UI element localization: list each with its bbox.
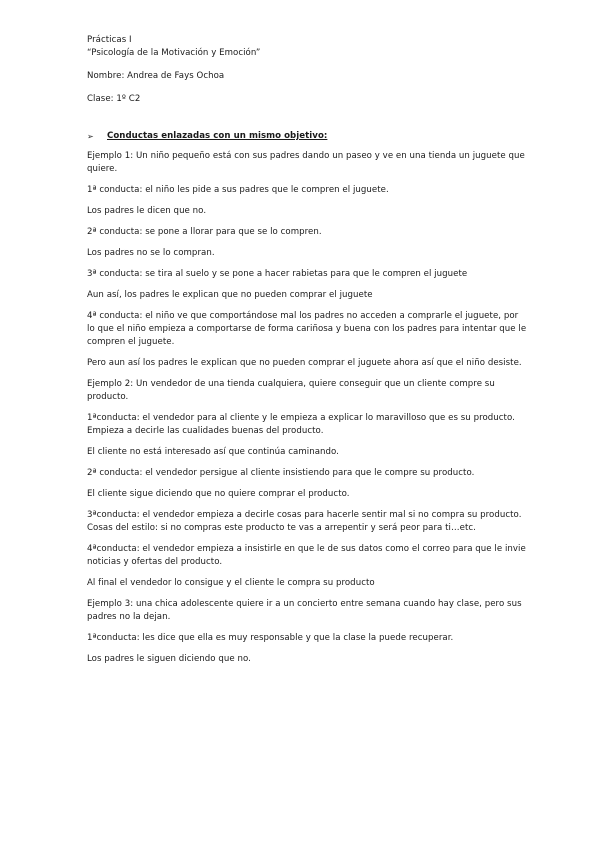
arrowhead-bullet-icon: ➢ (87, 132, 94, 141)
body-paragraph: 1ª conducta: el niño les pide a sus padres que le compren el juguete. (87, 185, 389, 195)
body-paragraph: 1ªconducta: les dice que ella es muy responsable y que la clase la puede recuperar. (87, 633, 454, 643)
body-paragraph: Los padres le siguen diciendo que no. (87, 654, 251, 664)
body-paragraph: El cliente no está interesado así que continúa caminando. (87, 447, 339, 457)
body-paragraph: 3ªconducta: el vendedor empieza a decirle cosas para hacerle sentir mal si no compra su producto. Cosas del estilo: si no compras este producto te vas a arrepentir y será peor para ti…etc. (87, 510, 522, 533)
document-body (87, 34, 527, 674)
body-paragraph: Ejemplo 2: Un vendedor de una tienda cualquiera, quiere conseguir que un cliente compre su producto. (87, 379, 495, 402)
course-title: Prácticas I (87, 35, 132, 45)
document-header (87, 34, 527, 106)
body-paragraph: Los padres le dicen que no. (87, 206, 207, 216)
body-paragraph: Aun así, los padres le explican que no pueden comprar el juguete (87, 290, 373, 300)
body-paragraph: 2ª conducta: se pone a llorar para que se lo compren. (87, 227, 322, 237)
body-paragraph: Los padres no se lo compran. (87, 248, 215, 258)
section-heading-row (87, 130, 527, 143)
body-paragraph: 3ª conducta: se tira al suelo y se pone a hacer rabietas para que le compren el juguete (87, 269, 468, 279)
body-paragraph: El cliente sigue diciendo que no quiere comprar el producto. (87, 489, 350, 499)
body-paragraph: Al final el vendedor lo consigue y el cliente le compra su producto (87, 578, 375, 588)
section-heading: Conductas enlazadas con un mismo objetivo: (107, 131, 328, 141)
body-paragraph: 4ªconducta: el vendedor empieza a insistirle en que le de sus datos como el correo para que le invie noticias y ofertas del producto. (87, 544, 526, 567)
subject-title: “Psicología de la Motivación y Emoción” (87, 48, 261, 58)
body-paragraph: Ejemplo 3: una chica adolescente quiere ir a un concierto entre semana cuando hay clase, pero sus padres no la dejan. (87, 599, 522, 622)
body-paragraph: 2ª conducta: el vendedor persigue al cliente insistiendo para que le compre su producto. (87, 468, 475, 478)
body-paragraph: Pero aun así los padres le explican que no pueden comprar el juguete ahora así que el niño desiste. (87, 358, 522, 368)
student-name: Nombre: Andrea de Fays Ochoa (87, 71, 225, 81)
body-paragraph: 4ª conducta: el niño ve que comportándose mal los padres no acceden a comprarle el juguete, por lo que el niño empieza a comportarse de forma cariñosa y buena con los padres para intentar que le compren el juguete. (87, 311, 527, 347)
body-paragraph: Ejemplo 1: Un niño pequeño está con sus padres dando un paseo y ve en una tienda un juguete que quiere. (87, 151, 525, 174)
paragraph-list (87, 150, 527, 666)
class-label: Clase: 1º C2 (87, 94, 141, 104)
body-paragraph: 1ªconducta: el vendedor para al cliente y le empieza a explicar lo maravilloso que es su producto. Empieza a decirle las cualidades buenas del producto. (87, 413, 515, 436)
